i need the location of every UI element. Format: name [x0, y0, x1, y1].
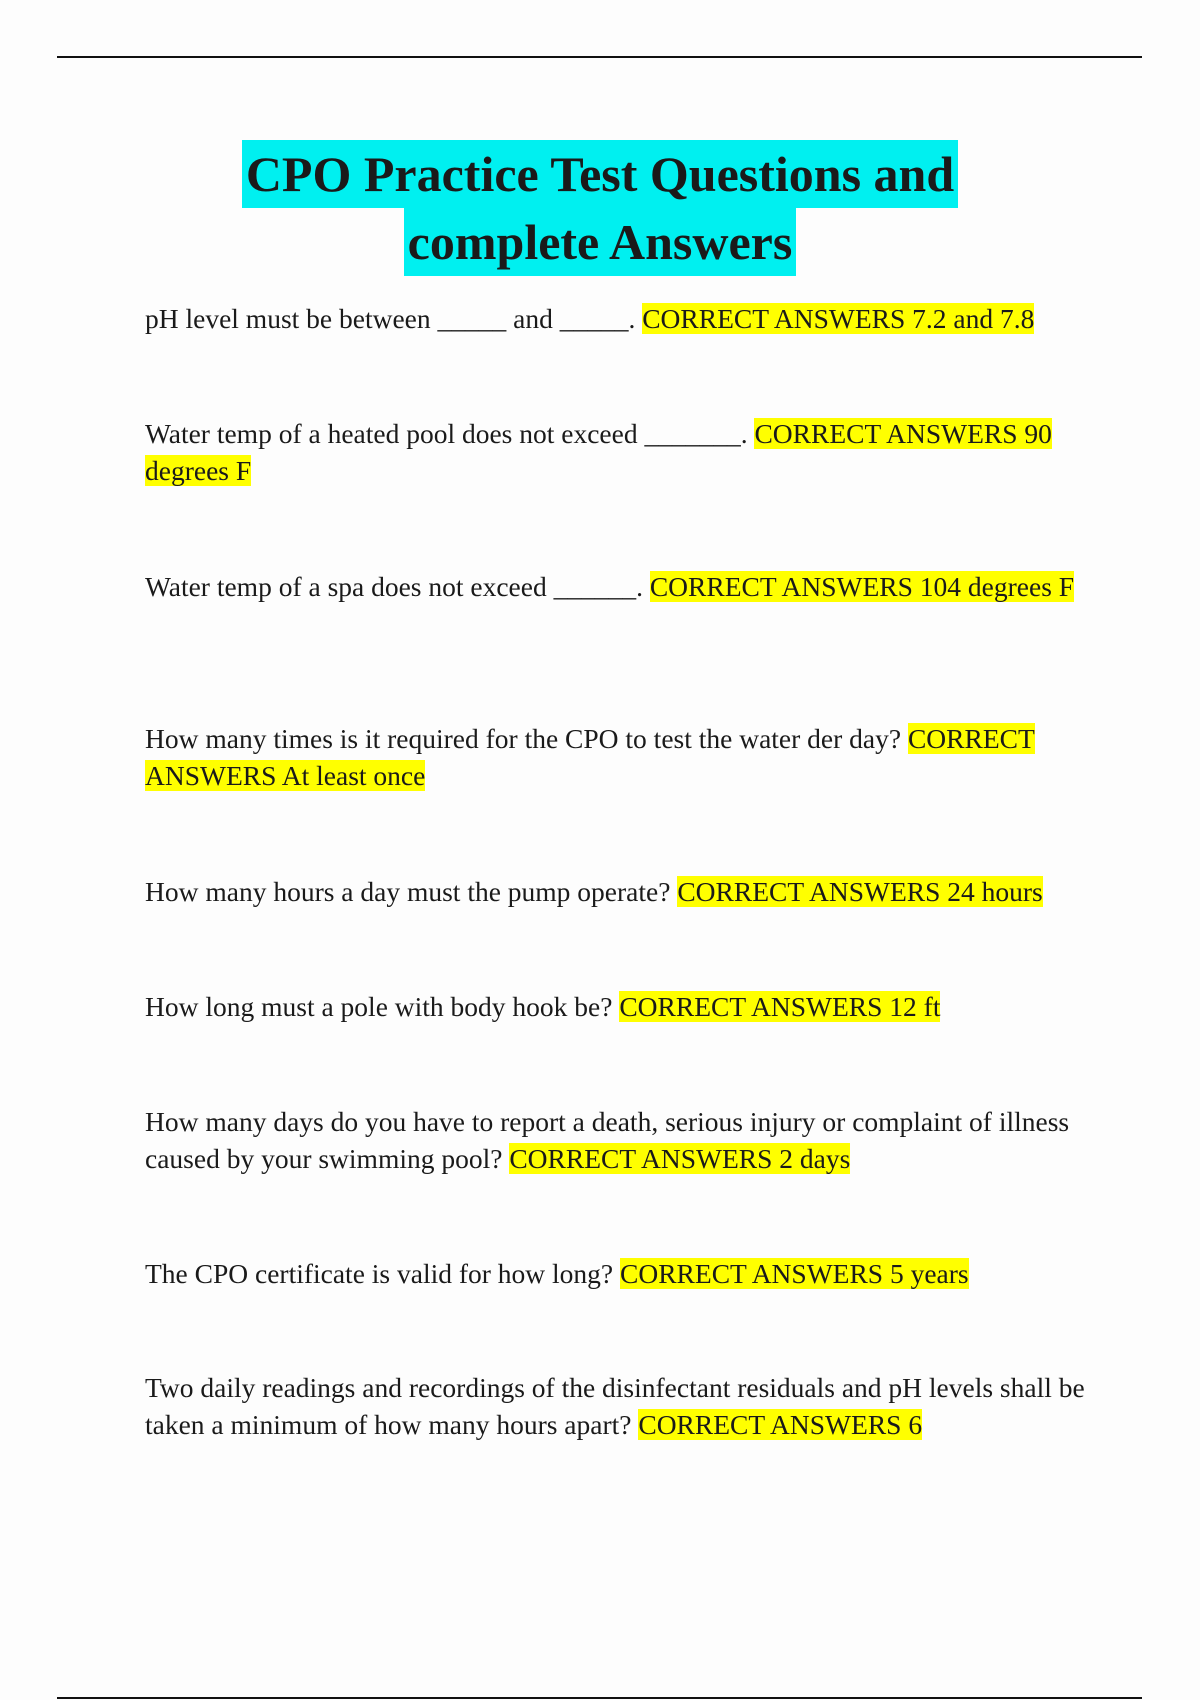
bottom-rule [57, 1697, 1142, 1699]
question-text: pH level must be between _____ and _____. [145, 303, 636, 334]
top-rule [57, 56, 1142, 58]
document-title [0, 140, 1200, 276]
question-text: Water temp of a spa does not exceed ______. [145, 571, 643, 602]
qa-item [145, 988, 1085, 1025]
question-text: Water temp of a heated pool does not exceed _______. [145, 418, 748, 449]
qa-item [145, 415, 1085, 489]
answer-text: CORRECT ANSWERS 24 hours [677, 876, 1043, 907]
question-text: How many hours a day must the pump operate? [145, 876, 671, 907]
qa-item [145, 1103, 1085, 1177]
question-text: How long must a pole with body hook be? [145, 991, 613, 1022]
question-text: Two daily readings and recordings of the disinfectant residuals and pH levels shall be taken a minimum of how many hours apart? [145, 1372, 1085, 1440]
answer-text: CORRECT ANSWERS 6 [638, 1409, 923, 1440]
answer-text: CORRECT ANSWERS At least once [145, 723, 1035, 791]
answer-text: CORRECT ANSWERS 7.2 and 7.8 [642, 303, 1035, 334]
qa-item [145, 300, 1085, 337]
answer-text: CORRECT ANSWERS 90 degrees F [145, 418, 1052, 486]
title-line-1: CPO Practice Test Questions and [242, 140, 958, 208]
answer-text: CORRECT ANSWERS 5 years [620, 1258, 969, 1289]
question-text: The CPO certificate is valid for how long? [145, 1258, 614, 1289]
qa-item [145, 873, 1085, 910]
qa-item [145, 720, 1085, 794]
question-text: How many days do you have to report a death, serious injury or complaint of illness caused by your swimming pool? [145, 1106, 1070, 1174]
qa-item [145, 1255, 1085, 1292]
answer-text: CORRECT ANSWERS 12 ft [619, 991, 941, 1022]
qa-item [145, 1369, 1085, 1443]
question-text: How many times is it required for the CPO to test the water der day? [145, 723, 902, 754]
answer-text: CORRECT ANSWERS 2 days [509, 1143, 851, 1174]
title-line-2: complete Answers [404, 208, 797, 276]
answer-text: CORRECT ANSWERS 104 degrees F [649, 571, 1075, 602]
qa-item [145, 568, 1085, 605]
